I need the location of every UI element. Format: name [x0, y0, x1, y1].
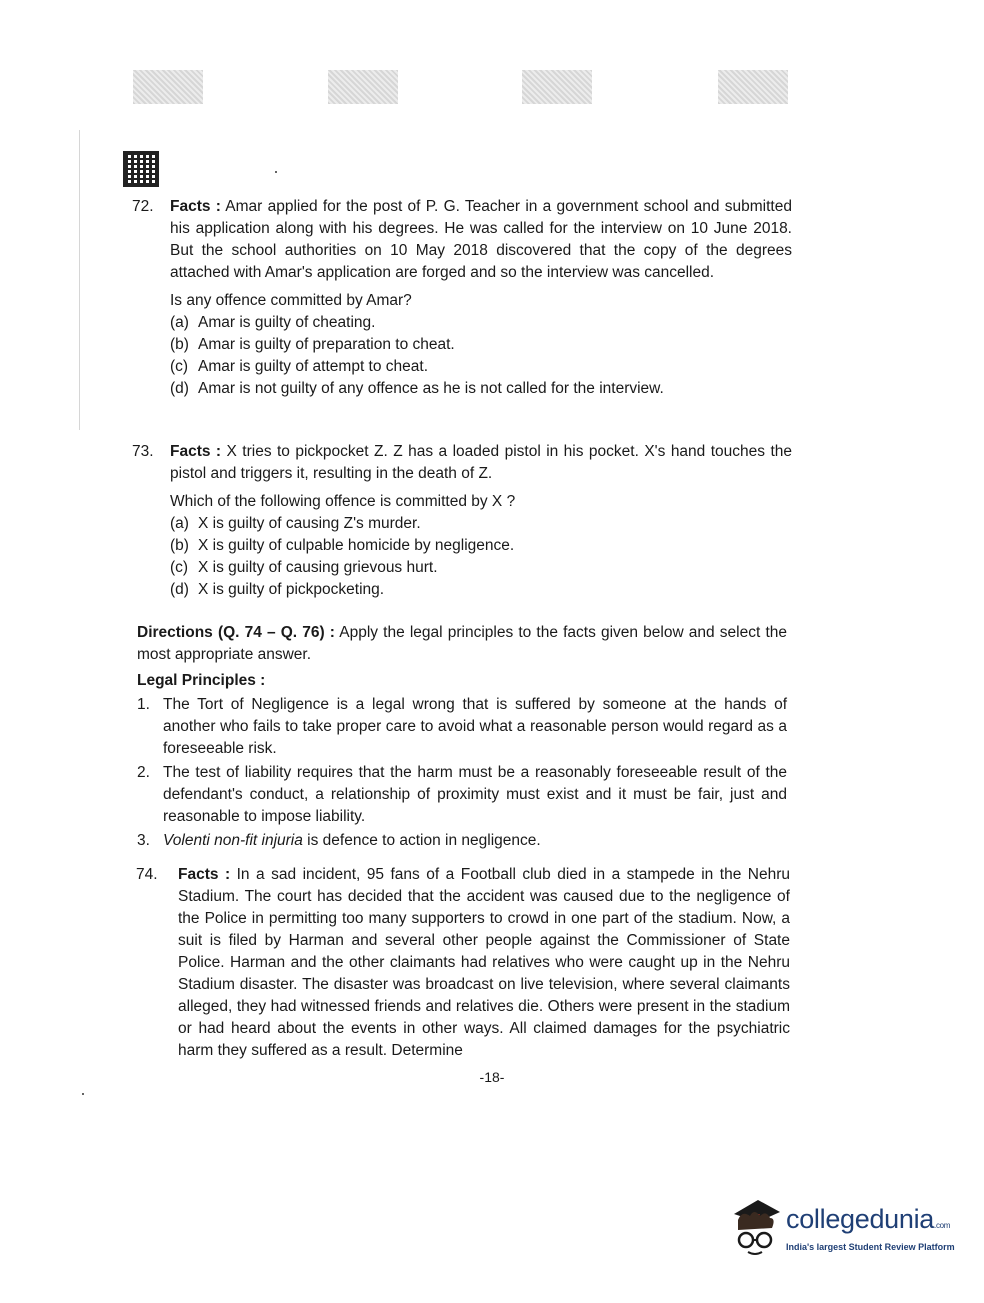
question-stem: Is any offence committed by Amar? [170, 292, 412, 309]
directions [137, 622, 787, 666]
facts [170, 441, 792, 485]
facts-label: Facts : [178, 866, 231, 883]
logo-tagline: India's largest Student Review Platform [786, 1242, 955, 1252]
option: (c) X is guilty of causing grievous hurt. [170, 559, 438, 576]
option: (d) Amar is not guilty of any offence as he is not called for the interview. [170, 380, 664, 397]
legal-principle: 3. Volenti non-fit injuria is defence to action in negligence. [137, 832, 541, 849]
facts-label: Facts : [170, 443, 222, 460]
question-72 [132, 196, 792, 400]
mascot-icon [728, 1196, 784, 1266]
scan-artifact [133, 70, 203, 104]
legal-principles-heading: Legal Principles : [137, 672, 266, 689]
option: (a) X is guilty of causing Z's murder. [170, 515, 421, 532]
scan-artifact [275, 171, 277, 173]
option: (b) X is guilty of culpable homicide by negligence. [170, 537, 515, 554]
legal-principle: 2. The test of liability requires that the harm must be a reasonably foreseeable result of the defendant's conduct, a relationship of proximity must exist and it must be fair, just and reasonable to impose liability. [137, 764, 787, 825]
scan-artifact [522, 70, 592, 104]
qr-code [123, 151, 159, 187]
question-number: 74. [136, 866, 158, 883]
logo-wordmark: collegedunia.com [786, 1204, 951, 1234]
scan-artifact [328, 70, 398, 104]
option: (b) Amar is guilty of preparation to cheat. [170, 336, 455, 353]
option: (d) X is guilty of pickpocketing. [170, 581, 385, 598]
legal-principle: 1. The Tort of Negligence is a legal wrong that is suffered by someone at the hands of another who fails to take proper care to avoid what a reasonable person would regard as a foreseeable risk. [137, 696, 787, 757]
page-number: -18- [479, 1069, 505, 1085]
option: (c) Amar is guilty of attempt to cheat. [170, 358, 429, 375]
question-74 [136, 864, 790, 1062]
question-73 [132, 441, 792, 601]
facts-text: Amar applied for the post of P. G. Teacher in a government school and submitted his application along with his degrees. He was called for the interview on 10 June 2018. But the school authorities on 10 May 2018 discovered that the copy of the degrees attached with Amar's application are forged and so the interview was cancelled. [170, 198, 792, 281]
facts-label: Facts : [170, 198, 221, 215]
scan-artifact [79, 130, 80, 430]
collegedunia-logo [728, 1196, 958, 1266]
facts-text: In a sad incident, 95 fans of a Football club died in a stampede in the Nehru Stadium. The court has decided that the accident was caused due to the negligence of the Police in permitting too many supporters to crowd in one part of the stadium. Now, a suit is filed by Harman and several other people against the Commissioner of State Police. Harman and the other claimants had relatives who were caught up in the Nehru Stadium disaster. The disaster was broadcast on live television, where several claimants alleged, they had witnessed friends and relatives die. Others were present in the stadium or had heard about the events in other ways. All claimed damages for the psychiatric harm they suffered as a result. Determine [178, 866, 791, 1059]
question-number: 72. [132, 198, 154, 215]
scan-artifact [82, 1093, 84, 1095]
directions-text: Apply the legal principles to the facts given below and select the most appropriate answer. [137, 624, 787, 663]
facts [178, 864, 790, 1062]
question-stem: Which of the following offence is committed by X ? [170, 493, 516, 510]
question-number: 73. [132, 443, 154, 460]
facts-text: X tries to pickpocket Z. Z has a loaded pistol in his pocket. X's hand touches the pistol and triggers it, resulting in the death of Z. [170, 443, 792, 482]
scan-artifact [718, 70, 788, 104]
directions-label: Directions (Q. 74 – Q. 76) : [137, 624, 335, 641]
option: (a) Amar is guilty of cheating. [170, 314, 376, 331]
directions-block [137, 622, 787, 852]
facts [170, 196, 792, 284]
